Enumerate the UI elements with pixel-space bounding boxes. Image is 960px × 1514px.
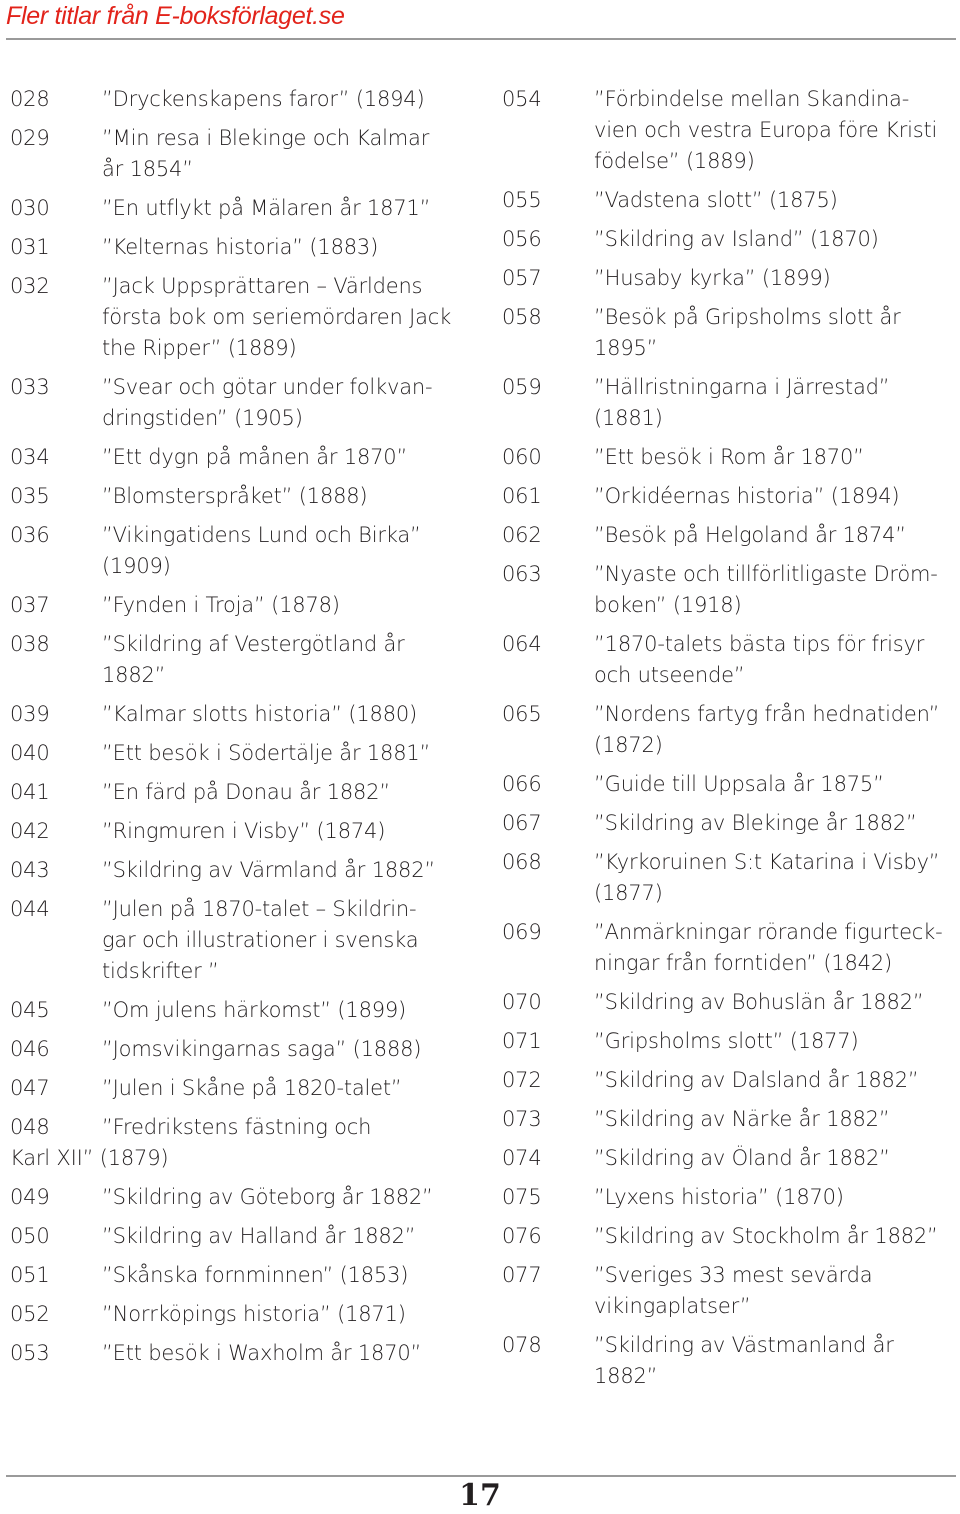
title-entry [502,1221,952,1252]
title-list-left [10,84,470,1377]
title-entry [10,1112,470,1143]
entry-title: ”Vikingatidens Lund och Birka” (1909) [102,523,421,578]
title-entry [502,917,952,979]
title-entry [502,1260,952,1322]
title-entry [502,481,952,512]
entry-title: ”Lyxens historia” (1870) [594,1185,844,1209]
entry-title: ”Skånska fornminnen” (1853) [102,1263,409,1287]
entry-title: ”Orkidéernas historia” (1894) [594,484,900,508]
entry-number: 052 [10,1302,50,1326]
entry-number: 064 [502,632,542,656]
entry-number: 035 [10,484,50,508]
entry-number: 044 [10,897,50,921]
title-entry [502,84,952,177]
entry-title: ”Norrköpings historia” (1871) [102,1302,406,1326]
entry-number: 034 [10,445,50,469]
title-entry [10,816,470,847]
entry-number: 056 [502,227,542,251]
entry-title: ”Ringmuren i Visby” (1874) [102,819,386,843]
entry-title: ”Ett besök i Waxholm år 1870” [102,1341,422,1365]
entry-number: 054 [502,87,542,111]
title-entry [502,1330,952,1392]
entry-title: ”Skildring av Halland år 1882” [102,1224,416,1248]
title-entry [10,590,470,621]
title-entry [10,271,470,364]
entry-title: ”Julen i Skåne på 1820-talet” [102,1076,402,1100]
entry-title: ”Skildring af Vestergötland år 1882” [102,632,405,687]
title-entry [502,263,952,294]
entry-number: 047 [10,1076,50,1100]
entry-title: ”Skildring av Stockholm år 1882” [594,1224,938,1248]
entry-number: 065 [502,702,542,726]
entry-number: 077 [502,1263,542,1287]
title-entry [502,1065,952,1096]
title-entry [502,1143,952,1174]
entry-title: ”Kalmar slotts historia” (1880) [102,702,418,726]
entry-title: ”En utflykt på Mälaren år 1871” [102,196,431,220]
entry-title: ”Guide till Uppsala år 1875” [594,772,884,796]
entry-title: ”Jack Uppsprättaren – Världens första bok om seriemördaren Jack the Ripper” (1889) [102,274,452,360]
entry-title: ”Husaby kyrka” (1899) [594,266,831,290]
entry-number: 040 [10,741,50,765]
title-entry [10,855,470,886]
entry-title: ”Skildring av Västmanland år 1882” [594,1333,894,1388]
title-entry [10,1221,470,1252]
entry-number: 043 [10,858,50,882]
title-entry [10,1260,470,1291]
entry-number: 031 [10,235,50,259]
title-entry [10,1073,470,1104]
entry-title: ”Blomsterspråket” (1888) [102,484,368,508]
entry-title: ”Skildring av Värmland år 1882” [102,858,436,882]
entry-number: 042 [10,819,50,843]
entry-number: 073 [502,1107,542,1131]
title-entry [502,185,952,216]
title-entry [502,302,952,364]
title-entry [502,559,952,621]
title-entry [502,372,952,434]
entry-number: 029 [10,126,50,150]
entry-title: ”Besök på Gripsholms slott år 1895” [594,305,901,360]
entry-title: ”Skildring av Island” (1870) [594,227,879,251]
title-entry [10,894,470,987]
entry-number: 070 [502,990,542,1014]
entry-number: 067 [502,811,542,835]
entry-title: ”Nyaste och tillförlitligaste Dröm- boken” (1918) [594,562,938,617]
entry-number: 075 [502,1185,542,1209]
title-entry [502,1104,952,1135]
entry-title: ”Min resa i Blekinge och Kalmar år 1854” [102,126,430,181]
entry-number: 074 [502,1146,542,1170]
entry-title: ”Skildring av Öland år 1882” [594,1146,890,1170]
entry-title: ”Om julens härkomst” (1899) [102,998,407,1022]
title-entry [502,769,952,800]
title-entry [10,777,470,808]
title-entry [10,520,470,582]
title-entry [10,442,470,473]
entry-title: ”En färd på Donau år 1882” [102,780,391,804]
entry-title: ”Skildring av Dalsland år 1882” [594,1068,919,1092]
title-entry [10,481,470,512]
entry-number: 060 [502,445,542,469]
title-entry [10,1034,470,1065]
entry-number: 078 [502,1333,542,1357]
entry-title: ”Svear och götar under folkvan- dringstiden” (1905) [102,375,433,430]
title-entry [502,699,952,761]
title-entry [10,193,470,224]
entry-number: 066 [502,772,542,796]
entry-title: ”Fredrikstens fästning och [102,1115,372,1139]
title-entry [502,224,952,255]
title-entry [502,520,952,551]
footer-divider [6,1475,956,1477]
entry-number: 033 [10,375,50,399]
title-entry [10,738,470,769]
entry-title: ”Skildring av Bohuslän år 1882” [594,990,924,1014]
entry-number: 032 [10,274,50,298]
entry-number: 062 [502,523,542,547]
entry-title: ”Nordens fartyg från hednatiden” (1872) [594,702,940,757]
entry-title: ”Förbindelse mellan Skandina- vien och vestra Europa före Kristi födelse” (1889) [594,87,938,173]
title-entry [10,123,470,185]
entry-title: ”Gripsholms slott” (1877) [594,1029,859,1053]
entry-number: 045 [10,998,50,1022]
entry-number: 069 [502,920,542,944]
title-list-right [502,84,952,1400]
entry-number: 036 [10,523,50,547]
entry-title: ”Skildring av Närke år 1882” [594,1107,890,1131]
entry-title: ”Sveriges 33 mest sevärda vikingaplatser” [594,1263,873,1318]
title-entry [502,847,952,909]
entry-title: ”Fynden i Troja” (1878) [102,593,340,617]
title-entry [502,629,952,691]
title-entry [502,808,952,839]
entry-number: 048 [10,1115,50,1139]
entry-title: ”Ett besök i Södertälje år 1881” [102,741,431,765]
entry-title: ”Besök på Helgoland år 1874” [594,523,906,547]
entry-title: ”Vadstena slott” (1875) [594,188,838,212]
entry-title-continuation: Karl XII” (1879) [10,1146,169,1170]
entry-number: 059 [502,375,542,399]
title-entry [10,995,470,1026]
entry-number: 057 [502,266,542,290]
entry-number: 053 [10,1341,50,1365]
entry-title: ”Ett besök i Rom år 1870” [594,445,864,469]
entry-title: ”Hällristningarna i Järrestad” (1881) [594,375,890,430]
title-entry [502,1026,952,1057]
entry-number: 030 [10,196,50,220]
entry-title: ”1870-talets bästa tips för frisyr och utseende” [594,632,925,687]
entry-number: 039 [10,702,50,726]
entry-title: ”Dryckenskapens faror” (1894) [102,87,425,111]
entry-title: ”Skildring av Göteborg år 1882” [102,1185,433,1209]
entry-number: 061 [502,484,542,508]
title-entry [502,987,952,1018]
title-entry [10,1338,470,1369]
title-entry [10,232,470,263]
entry-number: 068 [502,850,542,874]
entry-number: 058 [502,305,542,329]
entry-number: 046 [10,1037,50,1061]
entry-title: ”Ett dygn på månen år 1870” [102,445,408,469]
entry-title: ”Kelternas historia” (1883) [102,235,379,259]
title-entry [10,699,470,730]
entry-number: 049 [10,1185,50,1209]
entry-number: 028 [10,87,50,111]
entry-number: 071 [502,1029,542,1053]
entry-number: 038 [10,632,50,656]
title-entry [502,1182,952,1213]
entry-number: 051 [10,1263,50,1287]
entry-number: 050 [10,1224,50,1248]
title-entry [10,84,470,115]
entry-number: 076 [502,1224,542,1248]
title-entry [10,1299,470,1330]
entry-number: 072 [502,1068,542,1092]
page-number: 17 [459,1478,501,1513]
entry-number: 055 [502,188,542,212]
entry-title: ”Skildring av Blekinge år 1882” [594,811,917,835]
title-entry [10,1182,470,1213]
entry-number: 063 [502,562,542,586]
header-divider [6,38,956,40]
entry-title: ”Julen på 1870-talet – Skildrin- gar och illustrationer i svenska tidskrifter ” [102,897,419,983]
entry-number: 037 [10,593,50,617]
entry-title: ”Kyrkoruinen S:t Katarina i Visby” (1877) [594,850,940,905]
title-entry [502,442,952,473]
entry-title: ”Jomsvikingarnas saga” (1888) [102,1037,422,1061]
title-entry [10,629,470,691]
page-header-title: Fler titlar från E-boksförlaget.se [6,2,345,30]
title-entry [10,372,470,434]
entry-number: 041 [10,780,50,804]
entry-title: ”Anmärkningar rörande figurteck- ningar från forntiden” (1842) [594,920,943,975]
